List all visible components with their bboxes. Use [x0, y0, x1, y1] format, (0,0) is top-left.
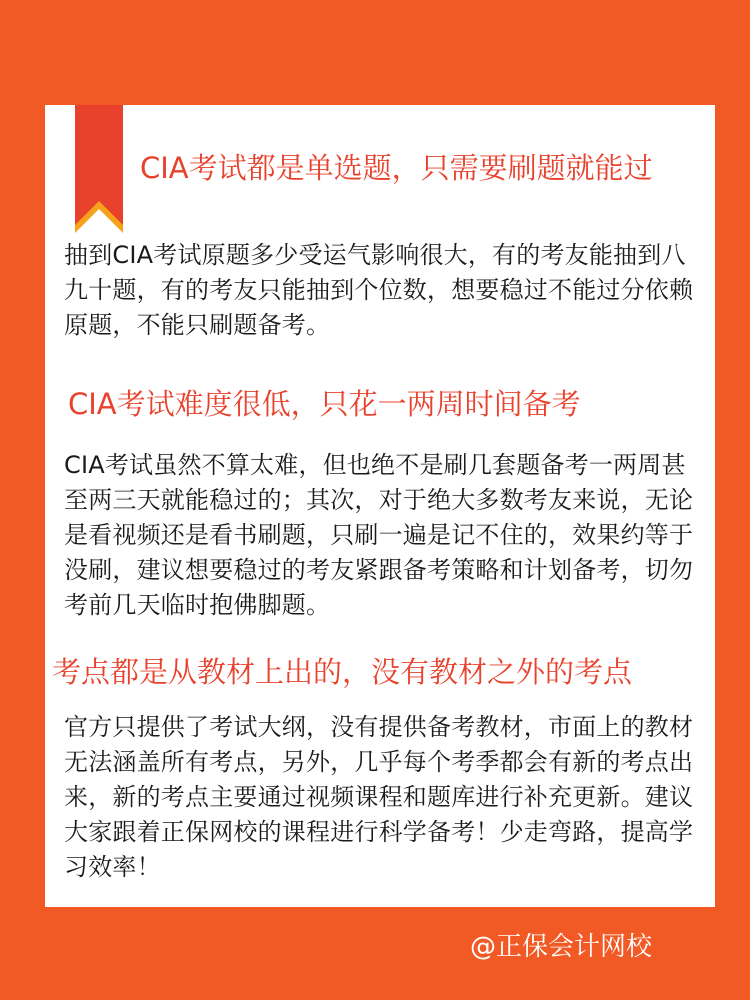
section-3-body: 官方只提供了考试大纲，没有提供备考教材，市面上的教材无法涵盖所有考点，另外，几乎每个考季都会有新的考点出来，新的考点主要通过视频课程和题库进行补充更新。建议大家跟着正保网校的课程进行科学备考！少走弯路，提高学习效率！ — [64, 713, 694, 881]
section-3-heading: 考点都是从教材上出的，没有教材之外的考点 — [52, 655, 633, 689]
section-2-body: CIA考试虽然不算太难，但也绝不是刷几套题备考一两周甚至两三天就能稳过的；其次，对于绝大多数考友来说，无论是看视频还是看书刷题，只刷一遍是记不住的，效果约等于没刷，建议想要稳过的考友紧跟备考策略和计划备考，切勿考前几天临时抱佛脚题。 — [64, 451, 694, 619]
watermark-label: @正保会计网校 — [470, 932, 653, 962]
bookmark-ribbon-icon — [75, 105, 123, 233]
section-1-heading: CIA考试都是单选题，只需要刷题就能过 — [140, 151, 653, 185]
section-2-heading: CIA考试难度很低，只花一两周时间备考 — [68, 387, 581, 421]
section-1-body: 抽到CIA考试原题多少受运气影响很大，有的考友能抽到八九十题，有的考友只能抽到个位数，想要稳过不能过分依赖原题，不能只刷题备考。 — [64, 241, 694, 339]
